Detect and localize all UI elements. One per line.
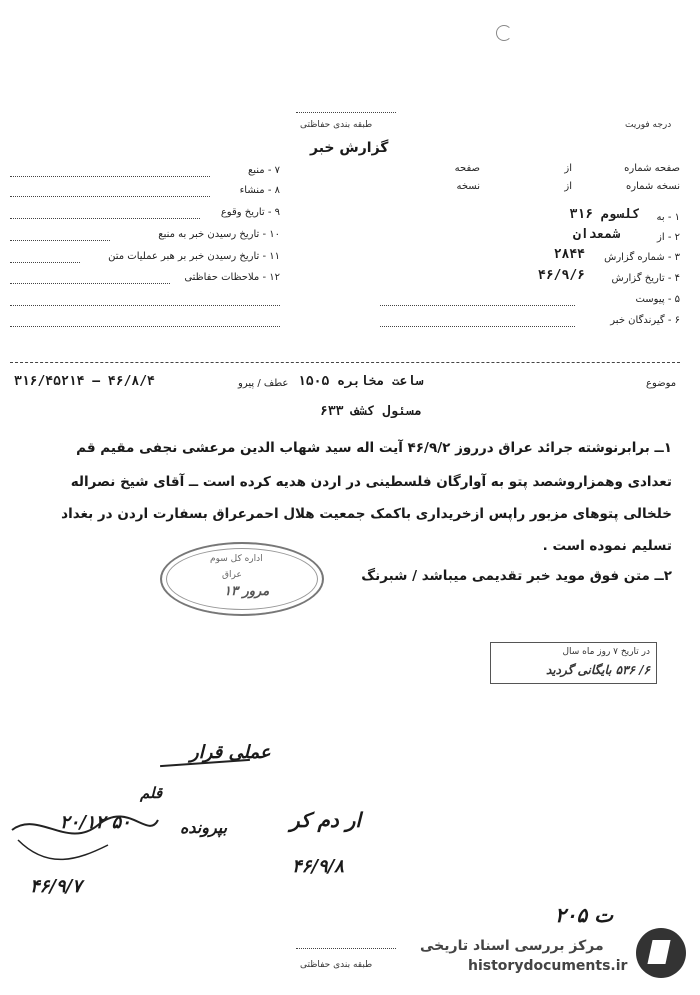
signature-scrawl <box>8 800 168 880</box>
footer-line <box>296 948 396 949</box>
security-notes-line <box>10 283 170 284</box>
recipients-label: ۶ - گیرندگان خبر <box>610 315 680 326</box>
copy-number-label: نسخه شماره <box>626 181 680 192</box>
origin-line <box>10 196 210 197</box>
right-fields <box>380 160 680 330</box>
from-value: شمعدان <box>573 227 620 242</box>
classification-line <box>296 112 396 113</box>
section-divider <box>10 362 680 363</box>
subject-label: موضوع <box>646 378 677 389</box>
reference-value: ۳۱۶/۴۵۲۱۴ — ۴۶/۸/۴ <box>14 374 155 389</box>
archive-stamp-line-2: ۶/ ۵۳۶ بایگانی گردید <box>546 663 650 677</box>
attachment-label: ۵ - پیوست <box>635 294 680 305</box>
responsible-officer: مسئول کشف ۶۳۳ <box>320 404 422 419</box>
security-notes-label: ۱۲ - ملاحظات حفاظتی <box>184 272 280 283</box>
body-line-2: تعدادی وهمزاروشصد پتو به آوارگان فلسطینی در اردن هدیه کرده است ــ آقای شیخ نصراله <box>70 474 672 490</box>
occurrence-date-label: ۹ - تاریخ وقوع <box>220 207 280 218</box>
watermark-title: مرکز بررسی اسناد تاریخی <box>420 938 604 954</box>
footer-classification: طبقه بندی حفاظتی <box>300 960 373 970</box>
transmission-time: ساعت مخابره ۱۵۰۵ <box>298 374 424 389</box>
origin-label: ۸ - منشاء <box>239 185 280 196</box>
archive-stamp <box>490 642 657 684</box>
to-value: کلسوم ۳۱۶ <box>569 207 640 222</box>
body-line-1: ۱ــ برابرنوشته جرائد عراق درروز ۴۶/۹/۲ آیت اله سید شهاب الدین مرعشی نجفی مقیم قم <box>76 440 672 456</box>
occurrence-line <box>10 218 200 219</box>
body-line-4: تسلیم نموده است . <box>542 538 672 554</box>
handwritten-note-1: عملی قرار <box>190 742 271 763</box>
from-label: ۲ - از <box>657 232 680 243</box>
watermark-url: historydocuments.ir <box>468 958 628 974</box>
report-number-label: ۳ - شماره گزارش <box>604 252 680 263</box>
report-date-label: ۴ - تاریخ گزارش <box>611 273 680 284</box>
urgency-label: درجه فوریت <box>625 120 672 130</box>
blank-line-1 <box>10 305 280 306</box>
page-number-label: صفحه شماره <box>624 163 680 174</box>
corner-mark <box>496 25 512 41</box>
page-of-label: از <box>564 163 572 174</box>
handwritten-corner-note: ت ۲۰۵ <box>555 903 614 927</box>
body-line-3: خلخالی پتوهای مزبور راپس ازخریداری باکمک جمعیت هلال احمرعراق بسفارت اردن در بغداد <box>61 506 672 522</box>
handwritten-signature-2: بپرونده <box>180 818 228 837</box>
page-tail-label: صفحه <box>454 163 480 174</box>
source-line <box>10 176 210 177</box>
handwritten-signature-1: ۲۰/۱۲ ۵۰ <box>60 812 131 833</box>
copy-of-label: از <box>564 181 572 192</box>
source-receipt-line <box>10 240 110 241</box>
oval-stamp <box>160 542 324 616</box>
recipients-line <box>380 326 575 327</box>
reference-label: عطف / پیرو <box>238 378 289 389</box>
attachment-line <box>380 305 575 306</box>
to-label: ۱ - به <box>656 212 680 223</box>
handwritten-note-2: قلم <box>140 784 163 802</box>
source-label: ۷ - منبع <box>247 165 280 176</box>
ops-receipt-label: ۱۱ - تاریخ رسیدن خبر بر هبر عملیات متن <box>108 251 280 262</box>
source-receipt-label: ۱۰ - تاریخ رسیدن خبر به منبع <box>158 229 280 240</box>
ops-receipt-line <box>10 262 80 263</box>
oval-stamp-line-3: مرور ۱۳ <box>224 584 270 599</box>
handwritten-date-2: ۴۶/۹/۷ <box>30 876 82 897</box>
report-number-value: ۲۸۴۴ <box>553 247 585 262</box>
oval-stamp-line-1: اداره کل سوم <box>210 554 263 564</box>
report-title: گزارش خبر <box>310 140 389 156</box>
copy-tail-label: نسخه <box>456 181 480 192</box>
handwritten-date-1: ۴۶/۹/۸ <box>292 856 344 877</box>
classification-label: طبقه بندی حفاظتی <box>300 120 373 130</box>
left-fields <box>10 160 280 330</box>
archive-stamp-line-1: در تاریخ ۷ روز ماه سال <box>562 647 650 657</box>
handwritten-signature-3: ار دم کر <box>290 808 361 832</box>
report-date-value: ۴۶/۹/۶ <box>538 268 585 283</box>
body-line-5: ۲ــ متن فوق موید خبر تقدیمی میباشد / شبرنگ <box>361 568 672 584</box>
oval-stamp-line-2: عراق <box>222 570 242 580</box>
blank-line-2 <box>10 326 280 327</box>
archive-logo-icon <box>636 928 686 978</box>
